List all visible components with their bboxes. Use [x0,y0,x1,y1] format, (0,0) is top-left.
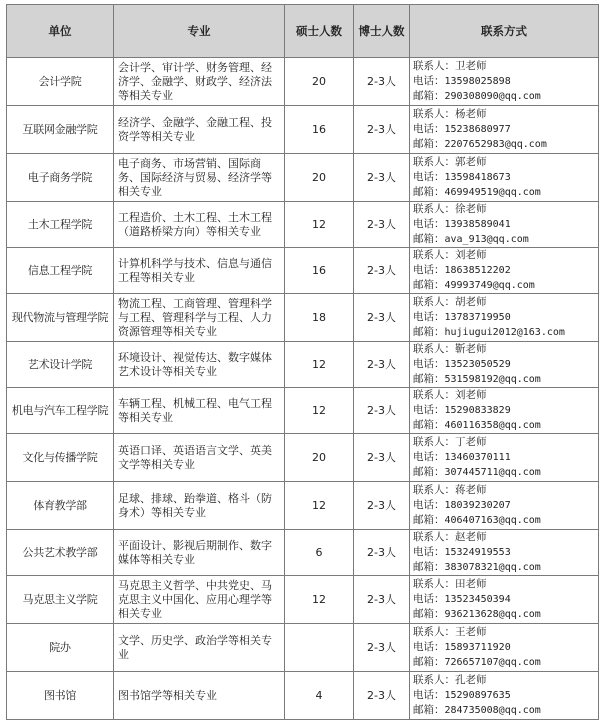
phone-line [413,122,598,137]
contact-person-line [413,388,598,403]
masters-cell: 12 [285,576,354,624]
phd-cell: 2-3人 [354,248,410,294]
email-address[interactable]: 2207652983@qq.com [444,139,547,150]
contact-person-label: 联系人： [413,343,455,355]
contact-person: 胡老师 [455,296,487,308]
phone-line [413,592,598,607]
contact-cell [410,294,599,342]
contact-person-line [413,530,598,545]
email-line [413,232,598,247]
major-cell: 会计学、审计学、财务管理、经济学、金融学、财政学、经济法等相关专业 [114,58,285,106]
table-row [7,388,599,434]
unit-cell: 图书馆 [7,672,114,720]
contact-person-label: 联系人： [413,249,455,261]
major-cell: 足球、排球、跆拳道、格斗（防身术）等相关专业 [114,482,285,530]
phd-cell: 2-3人 [354,388,410,434]
masters-cell: 20 [285,434,354,482]
phd-cell: 2-3人 [354,202,410,248]
table-row [7,624,599,672]
contact-person-line [413,202,598,217]
contact-person: 蒋老师 [455,484,487,496]
unit-cell: 马克思主义学院 [7,576,114,624]
contact-person: 丁老师 [455,436,487,448]
phone-number: 13938589041 [444,219,511,230]
major-cell: 英语口译、英语语言文学、英美文学等相关专业 [114,434,285,482]
major-cell: 环境设计、视觉传达、数字媒体艺术设计等相关专业 [114,342,285,388]
phd-cell: 2-3人 [354,482,410,530]
contact-person: 靳老师 [455,343,487,355]
phone-label: 电话： [413,689,445,701]
major-cell: 平面设计、影视后期制作、数字媒体等相关专业 [114,530,285,576]
contact-person-label: 联系人： [413,578,455,590]
unit-cell: 艺术设计学院 [7,342,114,388]
contact-person-label: 联系人： [413,60,455,72]
email-address[interactable]: ava_913@qq.com [444,234,529,245]
contact-person-line [413,483,598,498]
table-row [7,672,599,720]
contact-person-line [413,673,598,688]
masters-cell: 20 [285,154,354,202]
email-label: 邮箱： [413,704,445,716]
phone-line [413,450,598,465]
phone-label: 电话： [413,358,445,370]
phone-label: 电话： [413,404,445,416]
contact-person-label: 联系人： [413,296,455,308]
phone-number: 13783719950 [444,312,511,323]
email-line [413,703,598,718]
phone-line [413,688,598,703]
contact-cell [410,530,599,576]
phone-number: 18039230207 [444,500,511,511]
header-masters: 硕士人数 [285,5,354,58]
email-line [413,372,598,387]
masters-cell: 12 [285,342,354,388]
masters-cell: 4 [285,672,354,720]
phd-cell: 2-3人 [354,106,410,154]
table-row [7,58,599,106]
major-cell: 马克思主义哲学、中共党史、马克思主义中国化、应用心理学等相关专业 [114,576,285,624]
contact-person-line [413,577,598,592]
recruitment-table [6,4,599,720]
table-row [7,482,599,530]
contact-person-label: 联系人： [413,674,455,686]
email-label: 邮箱： [413,90,445,102]
email-label: 邮箱： [413,186,445,198]
email-label: 邮箱： [413,466,445,478]
unit-cell: 会计学院 [7,58,114,106]
major-cell: 图书馆学等相关专业 [114,672,285,720]
contact-person: 王老师 [455,626,487,638]
contact-person-line [413,107,598,122]
email-label: 邮箱： [413,608,445,620]
phone-line [413,263,598,278]
email-line [413,418,598,433]
phone-number: 15290833829 [444,405,511,416]
contact-person-label: 联系人： [413,108,455,120]
email-address[interactable]: 284735008@qq.com [444,705,541,716]
header-unit: 单位 [7,5,114,58]
table-row [7,202,599,248]
contact-person: 田老师 [455,578,487,590]
contact-person: 孔老师 [455,674,487,686]
table-row [7,248,599,294]
contact-person: 郭老师 [455,156,487,168]
contact-person: 赵老师 [455,531,487,543]
phone-number: 15290897635 [444,690,511,701]
contact-cell [410,388,599,434]
contact-person: 卫老师 [455,60,487,72]
phd-cell: 2-3人 [354,434,410,482]
contact-person-label: 联系人： [413,531,455,543]
contact-cell [410,482,599,530]
phone-label: 电话： [413,499,445,511]
contact-person-label: 联系人： [413,203,455,215]
unit-cell: 信息工程学院 [7,248,114,294]
contact-person-label: 联系人： [413,484,455,496]
contact-person-line [413,342,598,357]
phone-number: 13523450394 [444,594,511,605]
phone-number: 18638512202 [444,265,511,276]
phone-number: 15238680977 [444,124,511,135]
table-row [7,434,599,482]
header-phd: 博士人数 [354,5,410,58]
email-address[interactable]: hujiugui2012@163.com [444,327,565,338]
header-contact: 联系方式 [410,5,599,58]
table-body [7,58,599,720]
phone-label: 电话： [413,546,445,558]
contact-person-label: 联系人： [413,626,455,638]
table-row [7,106,599,154]
contact-person-label: 联系人： [413,389,455,401]
contact-person-line [413,248,598,263]
table-row [7,154,599,202]
phone-label: 电话： [413,593,445,605]
major-cell: 计算机科学与技术、信息与通信工程等相关专业 [114,248,285,294]
masters-cell: 6 [285,530,354,576]
phone-number: 13460370111 [444,452,511,463]
email-line [413,607,598,622]
phone-line [413,170,598,185]
phone-label: 电话： [413,641,445,653]
contact-person: 徐老师 [455,203,487,215]
contact-person-line [413,625,598,640]
phone-number: 13598418673 [444,172,511,183]
email-label: 邮箱： [413,561,445,573]
masters-cell: 20 [285,58,354,106]
contact-person-line [413,295,598,310]
email-line [413,278,598,293]
major-cell: 物流工程、工商管理、管理科学与工程、管理科学与工程、人力资源管理等相关专业 [114,294,285,342]
unit-cell: 公共艺术教学部 [7,530,114,576]
phone-number: 13598025898 [444,76,511,87]
email-address[interactable]: 469949519@qq.com [444,187,541,198]
email-label: 邮箱： [413,656,445,668]
phone-number: 15324919553 [444,547,511,558]
phone-label: 电话： [413,171,445,183]
phone-number: 15893711920 [444,642,511,653]
email-line [413,655,598,670]
phone-line [413,217,598,232]
contact-cell [410,58,599,106]
phone-line [413,640,598,655]
contact-cell [410,342,599,388]
email-line [413,513,598,528]
table-row [7,342,599,388]
email-address[interactable]: 726657107@qq.com [444,657,541,668]
email-address[interactable]: 290308090@qq.com [444,91,541,102]
phone-line [413,310,598,325]
email-label: 邮箱： [413,233,445,245]
email-address[interactable]: 460116358@qq.com [444,420,541,431]
masters-cell: 16 [285,248,354,294]
contact-cell [410,434,599,482]
phone-line [413,74,598,89]
table-row [7,530,599,576]
email-address[interactable]: 307445711@qq.com [444,467,541,478]
email-line [413,89,598,104]
phd-cell: 2-3人 [354,154,410,202]
email-label: 邮箱： [413,326,445,338]
contact-person-line [413,435,598,450]
contact-cell [410,106,599,154]
contact-cell [410,576,599,624]
phone-line [413,357,598,372]
header-row [7,5,599,58]
unit-cell: 互联网金融学院 [7,106,114,154]
contact-person: 刘老师 [455,389,487,401]
contact-cell [410,202,599,248]
contact-cell [410,672,599,720]
contact-person-line [413,59,598,74]
masters-cell: 12 [285,202,354,248]
email-label: 邮箱： [413,138,445,150]
phone-label: 电话： [413,123,445,135]
major-cell: 经济学、金融学、金融工程、投资学等相关专业 [114,106,285,154]
masters-cell: 18 [285,294,354,342]
unit-cell: 院办 [7,624,114,672]
unit-cell: 土木工程学院 [7,202,114,248]
email-address[interactable]: 49993749@qq.com [444,280,535,291]
email-address[interactable]: 936213628@qq.com [444,609,541,620]
major-cell: 工程造价、土木工程、土木工程（道路桥梁方向）等相关专业 [114,202,285,248]
major-cell: 车辆工程、机械工程、电气工程等相关专业 [114,388,285,434]
contact-person-label: 联系人： [413,436,455,448]
email-label: 邮箱： [413,279,445,291]
contact-person-label: 联系人： [413,156,455,168]
unit-cell: 机电与汽车工程学院 [7,388,114,434]
masters-cell: 12 [285,388,354,434]
phone-label: 电话： [413,75,445,87]
email-label: 邮箱： [413,373,445,385]
phone-line [413,545,598,560]
contact-person: 杨老师 [455,108,487,120]
phd-cell: 2-3人 [354,672,410,720]
phone-number: 13523050529 [444,359,511,370]
unit-cell: 体育教学部 [7,482,114,530]
phd-cell: 2-3人 [354,58,410,106]
email-label: 邮箱： [413,419,445,431]
unit-cell: 电子商务学院 [7,154,114,202]
contact-person-line [413,155,598,170]
masters-cell: 16 [285,106,354,154]
contact-cell [410,248,599,294]
masters-cell: 12 [285,482,354,530]
contact-cell [410,154,599,202]
phone-line [413,403,598,418]
contact-cell [410,624,599,672]
email-line [413,560,598,575]
phd-cell: 2-3人 [354,294,410,342]
phone-line [413,498,598,513]
phd-cell: 2-3人 [354,624,410,672]
phone-label: 电话： [413,311,445,323]
header-major: 专业 [114,5,285,58]
phone-label: 电话： [413,264,445,276]
unit-cell: 文化与传播学院 [7,434,114,482]
phd-cell: 2-3人 [354,342,410,388]
email-line [413,185,598,200]
major-cell: 电子商务、市场营销、国际商务、国际经济与贸易、经济学等相关专业 [114,154,285,202]
phone-label: 电话： [413,218,445,230]
phd-cell: 2-3人 [354,530,410,576]
email-line [413,325,598,340]
contact-person: 刘老师 [455,249,487,261]
unit-cell: 现代物流与管理学院 [7,294,114,342]
table-row [7,576,599,624]
email-address[interactable]: 531598192@qq.com [444,374,541,385]
phone-label: 电话： [413,451,445,463]
email-address[interactable]: 383078321@qq.com [444,562,541,573]
phd-cell: 2-3人 [354,576,410,624]
masters-cell [285,624,354,672]
major-cell: 文学、历史学、政治学等相关专业 [114,624,285,672]
email-line [413,137,598,152]
table-row [7,294,599,342]
email-address[interactable]: 406407163@qq.com [444,515,541,526]
email-line [413,465,598,480]
email-label: 邮箱： [413,514,445,526]
